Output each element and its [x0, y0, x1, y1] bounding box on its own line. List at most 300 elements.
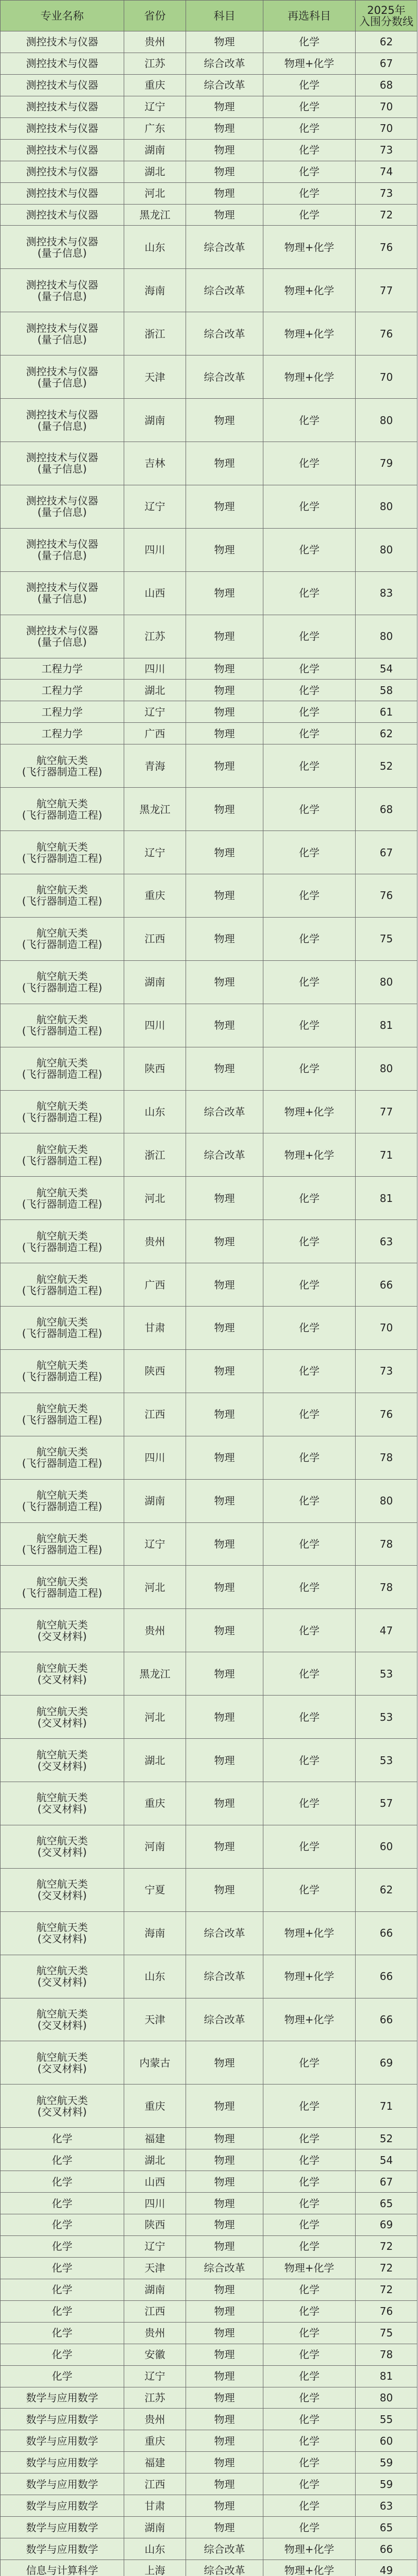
cell-reselect-subject: 化学: [263, 205, 356, 226]
cell-cutoff-score: 66: [356, 1912, 417, 1955]
cell-cutoff-score: 78: [356, 1566, 417, 1608]
table-row: [1, 2560, 417, 2576]
cell-subject: 物理: [186, 118, 263, 139]
cell-reselect-subject: 化学: [263, 1436, 356, 1479]
table-row: [1, 1955, 417, 1998]
cell-major: 航空航天类 (飞行器制造工程): [1, 918, 124, 960]
cell-major: 航空航天类 (飞行器制造工程): [1, 1177, 124, 1219]
cell-cutoff-score: 63: [356, 1220, 417, 1263]
cell-subject: 物理: [186, 658, 263, 680]
cell-province: 河南: [124, 1825, 186, 1868]
cell-cutoff-score: 77: [356, 269, 417, 312]
cell-cutoff-score: 68: [356, 788, 417, 831]
cell-province: 四川: [124, 2193, 186, 2214]
cell-subject: 物理: [186, 1436, 263, 1479]
table-row: [1, 1523, 417, 1566]
cell-reselect-subject: 化学: [263, 2084, 356, 2127]
cell-cutoff-score: 49: [356, 2560, 417, 2576]
cell-major: 航空航天类 (交叉材料): [1, 1912, 124, 1955]
cell-reselect-subject: 化学: [263, 1393, 356, 1436]
cell-reselect-subject: 化学: [263, 1047, 356, 1090]
cell-province: 四川: [124, 1436, 186, 1479]
cell-subject: 物理: [186, 2366, 263, 2387]
cell-major: 航空航天类 (飞行器制造工程): [1, 874, 124, 917]
table-row: [1, 1177, 417, 1220]
cell-major: 测控技术与仪器 (量子信息): [1, 312, 124, 355]
cell-major: 测控技术与仪器: [1, 118, 124, 139]
cell-reselect-subject: 化学: [263, 2409, 356, 2430]
cell-subject: 物理: [186, 2149, 263, 2171]
cell-reselect-subject: 化学: [263, 874, 356, 917]
cell-cutoff-score: 68: [356, 75, 417, 96]
cell-cutoff-score: 55: [356, 2409, 417, 2430]
table-row: [1, 2517, 417, 2538]
cell-subject: 物理: [186, 1220, 263, 1263]
cell-cutoff-score: 53: [356, 1739, 417, 1782]
cell-major: 航空航天类 (飞行器制造工程): [1, 744, 124, 787]
cell-province: 湖南: [124, 2279, 186, 2300]
cell-province: 天津: [124, 2258, 186, 2279]
cell-province: 浙江: [124, 312, 186, 355]
table-row: [1, 2495, 417, 2517]
cell-subject: 物理: [186, 2279, 263, 2300]
cell-reselect-subject: 化学: [263, 485, 356, 528]
cell-major: 数学与应用数学: [1, 2409, 124, 2430]
cell-reselect-subject: 物理+化学: [263, 1133, 356, 1176]
table-row: [1, 529, 417, 572]
cell-cutoff-score: 80: [356, 1047, 417, 1090]
cell-cutoff-score: 65: [356, 2517, 417, 2538]
cell-major: 化学: [1, 2323, 124, 2344]
cell-subject: 物理: [186, 723, 263, 744]
cell-subject: 物理: [186, 161, 263, 182]
cell-reselect-subject: 化学: [263, 701, 356, 722]
table-row: [1, 788, 417, 831]
table-row: [1, 961, 417, 1004]
cell-cutoff-score: 60: [356, 2430, 417, 2451]
table-row: [1, 1350, 417, 1393]
table-row: [1, 2387, 417, 2409]
cell-subject: 综合改革: [186, 2258, 263, 2279]
table-row: [1, 2366, 417, 2387]
cell-subject: 物理: [186, 1652, 263, 1695]
table-row: [1, 2214, 417, 2236]
cell-province: 江苏: [124, 53, 186, 74]
table-row: [1, 1047, 417, 1091]
cell-major: 数学与应用数学: [1, 2452, 124, 2473]
cell-major: 航空航天类 (交叉材料): [1, 1696, 124, 1738]
cell-reselect-subject: 化学: [263, 1566, 356, 1608]
cell-reselect-subject: 化学: [263, 2214, 356, 2235]
cell-reselect-subject: 化学: [263, 1696, 356, 1738]
cell-province: 河北: [124, 1566, 186, 1608]
table-row: [1, 831, 417, 874]
cell-major: 航空航天类 (飞行器制造工程): [1, 1480, 124, 1522]
cell-province: 湖北: [124, 161, 186, 182]
table-row: [1, 2301, 417, 2323]
cell-cutoff-score: 63: [356, 2495, 417, 2516]
cell-subject: 物理: [186, 1004, 263, 1047]
cell-major: 化学: [1, 2344, 124, 2365]
cell-subject: 综合改革: [186, 269, 263, 312]
cell-cutoff-score: 70: [356, 1307, 417, 1349]
cell-cutoff-score: 78: [356, 1523, 417, 1566]
cell-reselect-subject: 物理+化学: [263, 1091, 356, 1133]
table-row: [1, 1220, 417, 1263]
cell-cutoff-score: 71: [356, 1133, 417, 1176]
cell-province: 湖北: [124, 680, 186, 701]
cell-cutoff-score: 80: [356, 529, 417, 571]
cell-cutoff-score: 73: [356, 1350, 417, 1393]
cell-subject: 物理: [186, 485, 263, 528]
table-row: [1, 1912, 417, 1955]
table-row: [1, 183, 417, 205]
cell-subject: 物理: [186, 831, 263, 874]
cell-province: 宁夏: [124, 1869, 186, 1911]
cell-reselect-subject: 化学: [263, 2128, 356, 2149]
table-row: [1, 701, 417, 723]
cell-cutoff-score: 66: [356, 1263, 417, 1306]
cell-province: 四川: [124, 1004, 186, 1047]
cell-subject: 物理: [186, 1782, 263, 1825]
cell-cutoff-score: 70: [356, 96, 417, 117]
cell-province: 贵州: [124, 31, 186, 53]
cell-subject: 综合改革: [186, 355, 263, 398]
cell-major: 测控技术与仪器 (量子信息): [1, 529, 124, 571]
table-row: [1, 118, 417, 140]
cell-cutoff-score: 80: [356, 961, 417, 1004]
cell-subject: 物理: [186, 529, 263, 571]
cell-cutoff-score: 76: [356, 312, 417, 355]
cell-major: 航空航天类 (飞行器制造工程): [1, 1263, 124, 1306]
table-row: [1, 1091, 417, 1134]
cell-subject: 物理: [186, 744, 263, 787]
table-row: [1, 75, 417, 96]
cell-province: 山东: [124, 1091, 186, 1133]
table-row: [1, 680, 417, 701]
cell-subject: 物理: [186, 1263, 263, 1306]
cell-cutoff-score: 62: [356, 31, 417, 53]
cell-subject: 物理: [186, 2430, 263, 2451]
table-row: [1, 96, 417, 118]
cell-major: 航空航天类 (飞行器制造工程): [1, 1393, 124, 1436]
cell-major: 航空航天类 (交叉材料): [1, 1998, 124, 2041]
cell-province: 安徽: [124, 2344, 186, 2365]
cell-subject: 物理: [186, 1480, 263, 1522]
cell-cutoff-score: 61: [356, 701, 417, 722]
cell-reselect-subject: 化学: [263, 2495, 356, 2516]
cell-major: 航空航天类 (交叉材料): [1, 2041, 124, 2084]
cell-subject: 物理: [186, 572, 263, 615]
table-row: [1, 2323, 417, 2344]
cell-cutoff-score: 81: [356, 1177, 417, 1219]
cell-subject: 物理: [186, 2344, 263, 2365]
cell-province: 甘肃: [124, 1307, 186, 1349]
cell-cutoff-score: 75: [356, 918, 417, 960]
cell-subject: 综合改革: [186, 1133, 263, 1176]
cell-province: 吉林: [124, 442, 186, 485]
cell-province: 江西: [124, 2301, 186, 2322]
table-row: [1, 53, 417, 75]
cell-reselect-subject: 化学: [263, 572, 356, 615]
cell-province: 重庆: [124, 1782, 186, 1825]
table-row: [1, 1825, 417, 1869]
cell-cutoff-score: 79: [356, 442, 417, 485]
cell-cutoff-score: 47: [356, 1609, 417, 1652]
cell-major: 数学与应用数学: [1, 2387, 124, 2409]
cell-subject: 物理: [186, 918, 263, 960]
cell-province: 贵州: [124, 1609, 186, 1652]
cell-major: 化学: [1, 2301, 124, 2322]
cell-province: 广西: [124, 723, 186, 744]
cell-major: 航空航天类 (飞行器制造工程): [1, 1220, 124, 1263]
col-header-province: 省份: [124, 1, 186, 31]
cell-subject: 综合改革: [186, 226, 263, 268]
cell-subject: 物理: [186, 183, 263, 204]
table-row: [1, 2452, 417, 2473]
cell-cutoff-score: 76: [356, 2301, 417, 2322]
cell-reselect-subject: 化学: [263, 2452, 356, 2473]
table-row: [1, 723, 417, 744]
cell-reselect-subject: 化学: [263, 2344, 356, 2365]
cell-province: 重庆: [124, 2084, 186, 2127]
cell-subject: 物理: [186, 1307, 263, 1349]
cell-subject: 物理: [186, 1609, 263, 1652]
cell-cutoff-score: 80: [356, 485, 417, 528]
cell-cutoff-score: 67: [356, 53, 417, 74]
cell-major: 化学: [1, 2171, 124, 2192]
cell-province: 湖南: [124, 399, 186, 442]
cell-reselect-subject: 物理+化学: [263, 226, 356, 268]
table-row: [1, 140, 417, 161]
table-row: [1, 355, 417, 399]
cell-province: 重庆: [124, 2430, 186, 2451]
cell-subject: 物理: [186, 2387, 263, 2409]
cell-major: 航空航天类 (飞行器制造工程): [1, 1307, 124, 1349]
table-row: [1, 399, 417, 442]
cell-major: 化学: [1, 2236, 124, 2257]
cell-subject: 物理: [186, 2214, 263, 2235]
table-row: [1, 226, 417, 269]
cell-cutoff-score: 59: [356, 2452, 417, 2473]
table-row: [1, 1480, 417, 1523]
table-row: [1, 31, 417, 53]
cell-cutoff-score: 54: [356, 658, 417, 680]
table-row: [1, 1566, 417, 1609]
cell-cutoff-score: 72: [356, 2236, 417, 2257]
cell-major: 测控技术与仪器: [1, 161, 124, 182]
cell-subject: 物理: [186, 1523, 263, 1566]
cell-reselect-subject: 化学: [263, 680, 356, 701]
cell-province: 江西: [124, 1393, 186, 1436]
cell-major: 航空航天类 (飞行器制造工程): [1, 961, 124, 1004]
cell-province: 黑龙江: [124, 788, 186, 831]
cell-subject: 物理: [186, 140, 263, 161]
cell-reselect-subject: 化学: [263, 529, 356, 571]
cell-cutoff-score: 77: [356, 1091, 417, 1133]
cell-cutoff-score: 58: [356, 680, 417, 701]
table-row: [1, 1393, 417, 1436]
table-row: [1, 2344, 417, 2366]
cell-cutoff-score: 73: [356, 183, 417, 204]
cell-reselect-subject: 物理+化学: [263, 1998, 356, 2041]
cell-subject: 物理: [186, 1566, 263, 1608]
cell-major: 航空航天类 (交叉材料): [1, 1609, 124, 1652]
cell-province: 陕西: [124, 2214, 186, 2235]
table-body: [1, 31, 417, 2576]
table-row: [1, 1652, 417, 1696]
cell-subject: 综合改革: [186, 75, 263, 96]
cell-reselect-subject: 化学: [263, 1480, 356, 1522]
table-row: [1, 2084, 417, 2128]
cell-subject: 综合改革: [186, 53, 263, 74]
cell-province: 湖北: [124, 1739, 186, 1782]
cell-major: 测控技术与仪器 (量子信息): [1, 442, 124, 485]
table-row: [1, 485, 417, 529]
cell-reselect-subject: 物理+化学: [263, 2538, 356, 2560]
cell-province: 黑龙江: [124, 1652, 186, 1695]
cell-cutoff-score: 59: [356, 2473, 417, 2495]
cell-reselect-subject: 化学: [263, 399, 356, 442]
cell-province: 海南: [124, 269, 186, 312]
cell-major: 航空航天类 (交叉材料): [1, 1869, 124, 1911]
cell-major: 数学与应用数学: [1, 2473, 124, 2495]
cell-province: 辽宁: [124, 1523, 186, 1566]
table-row: [1, 2149, 417, 2171]
cell-major: 化学: [1, 2128, 124, 2149]
cell-reselect-subject: 化学: [263, 2323, 356, 2344]
cell-subject: 物理: [186, 874, 263, 917]
cell-major: 测控技术与仪器: [1, 140, 124, 161]
cell-subject: 综合改革: [186, 2560, 263, 2576]
cell-subject: 物理: [186, 1393, 263, 1436]
cell-province: 贵州: [124, 2323, 186, 2344]
cell-major: 数学与应用数学: [1, 2517, 124, 2538]
cell-major: 测控技术与仪器 (量子信息): [1, 485, 124, 528]
cell-province: 重庆: [124, 75, 186, 96]
table-row: [1, 1609, 417, 1652]
cell-reselect-subject: 化学: [263, 1523, 356, 1566]
cell-subject: 物理: [186, 2193, 263, 2214]
cell-reselect-subject: 化学: [263, 744, 356, 787]
cell-subject: 物理: [186, 205, 263, 226]
cell-major: 测控技术与仪器 (量子信息): [1, 226, 124, 268]
cell-subject: 物理: [186, 1177, 263, 1219]
cell-major: 航空航天类 (飞行器制造工程): [1, 1523, 124, 1566]
table-row: [1, 269, 417, 312]
cell-reselect-subject: 化学: [263, 615, 356, 658]
cell-major: 测控技术与仪器: [1, 53, 124, 74]
table-row: [1, 2430, 417, 2452]
cell-major: 工程力学: [1, 701, 124, 722]
cell-cutoff-score: 52: [356, 744, 417, 787]
cell-major: 化学: [1, 2149, 124, 2171]
cell-province: 辽宁: [124, 701, 186, 722]
cell-cutoff-score: 72: [356, 2258, 417, 2279]
cell-subject: 物理: [186, 680, 263, 701]
cell-subject: 物理: [186, 615, 263, 658]
cell-subject: 物理: [186, 399, 263, 442]
cell-reselect-subject: 物理+化学: [263, 2560, 356, 2576]
cell-subject: 物理: [186, 2452, 263, 2473]
table-row: [1, 1782, 417, 1825]
cell-province: 江苏: [124, 615, 186, 658]
cell-subject: 物理: [186, 31, 263, 53]
cell-cutoff-score: 81: [356, 2366, 417, 2387]
cell-cutoff-score: 66: [356, 1955, 417, 1998]
cell-major: 测控技术与仪器: [1, 205, 124, 226]
cell-province: 甘肃: [124, 2495, 186, 2516]
cell-cutoff-score: 57: [356, 1782, 417, 1825]
cell-cutoff-score: 53: [356, 1696, 417, 1738]
table-row: [1, 442, 417, 485]
table-row: [1, 2193, 417, 2214]
cell-reselect-subject: 化学: [263, 2387, 356, 2409]
cell-major: 航空航天类 (交叉材料): [1, 2084, 124, 2127]
cell-cutoff-score: 80: [356, 1480, 417, 1522]
cell-major: 航空航天类 (交叉材料): [1, 1782, 124, 1825]
cell-major: 航空航天类 (飞行器制造工程): [1, 1350, 124, 1393]
cell-reselect-subject: 化学: [263, 1739, 356, 1782]
cell-cutoff-score: 69: [356, 2214, 417, 2235]
cell-cutoff-score: 76: [356, 874, 417, 917]
cell-province: 海南: [124, 1912, 186, 1955]
cell-reselect-subject: 化学: [263, 1220, 356, 1263]
cell-province: 辽宁: [124, 96, 186, 117]
table-row: [1, 658, 417, 680]
table-row: [1, 2171, 417, 2193]
table-row: [1, 1869, 417, 1912]
cell-reselect-subject: 化学: [263, 31, 356, 53]
cell-subject: 物理: [186, 2171, 263, 2192]
cell-reselect-subject: 化学: [263, 1350, 356, 1393]
cell-province: 湖南: [124, 2517, 186, 2538]
cell-cutoff-score: 65: [356, 2193, 417, 2214]
cell-major: 数学与应用数学: [1, 2495, 124, 2516]
cell-cutoff-score: 66: [356, 1998, 417, 2041]
table-row: [1, 2409, 417, 2430]
cell-province: 江西: [124, 2473, 186, 2495]
cell-subject: 物理: [186, 1869, 263, 1911]
cell-major: 航空航天类 (飞行器制造工程): [1, 1004, 124, 1047]
cell-province: 辽宁: [124, 831, 186, 874]
cell-province: 四川: [124, 658, 186, 680]
cell-cutoff-score: 80: [356, 2387, 417, 2409]
cell-reselect-subject: 化学: [263, 183, 356, 204]
cell-cutoff-score: 70: [356, 118, 417, 139]
cell-province: 河北: [124, 183, 186, 204]
cell-cutoff-score: 62: [356, 1869, 417, 1911]
cell-cutoff-score: 73: [356, 140, 417, 161]
cell-reselect-subject: 物理+化学: [263, 1955, 356, 1998]
cell-major: 测控技术与仪器 (量子信息): [1, 355, 124, 398]
cell-province: 内蒙古: [124, 2041, 186, 2084]
cell-province: 浙江: [124, 1133, 186, 1176]
cell-cutoff-score: 78: [356, 2344, 417, 2365]
cell-major: 航空航天类 (交叉材料): [1, 1825, 124, 1868]
cell-reselect-subject: 化学: [263, 75, 356, 96]
cell-cutoff-score: 72: [356, 2279, 417, 2300]
cell-cutoff-score: 53: [356, 1652, 417, 1695]
table-row: [1, 1307, 417, 1350]
cell-subject: 物理: [186, 961, 263, 1004]
cell-major: 测控技术与仪器: [1, 183, 124, 204]
cell-province: 福建: [124, 2452, 186, 2473]
cell-major: 测控技术与仪器 (量子信息): [1, 269, 124, 312]
cell-major: 航空航天类 (飞行器制造工程): [1, 788, 124, 831]
cell-reselect-subject: 化学: [263, 2430, 356, 2451]
cell-subject: 物理: [186, 2301, 263, 2322]
